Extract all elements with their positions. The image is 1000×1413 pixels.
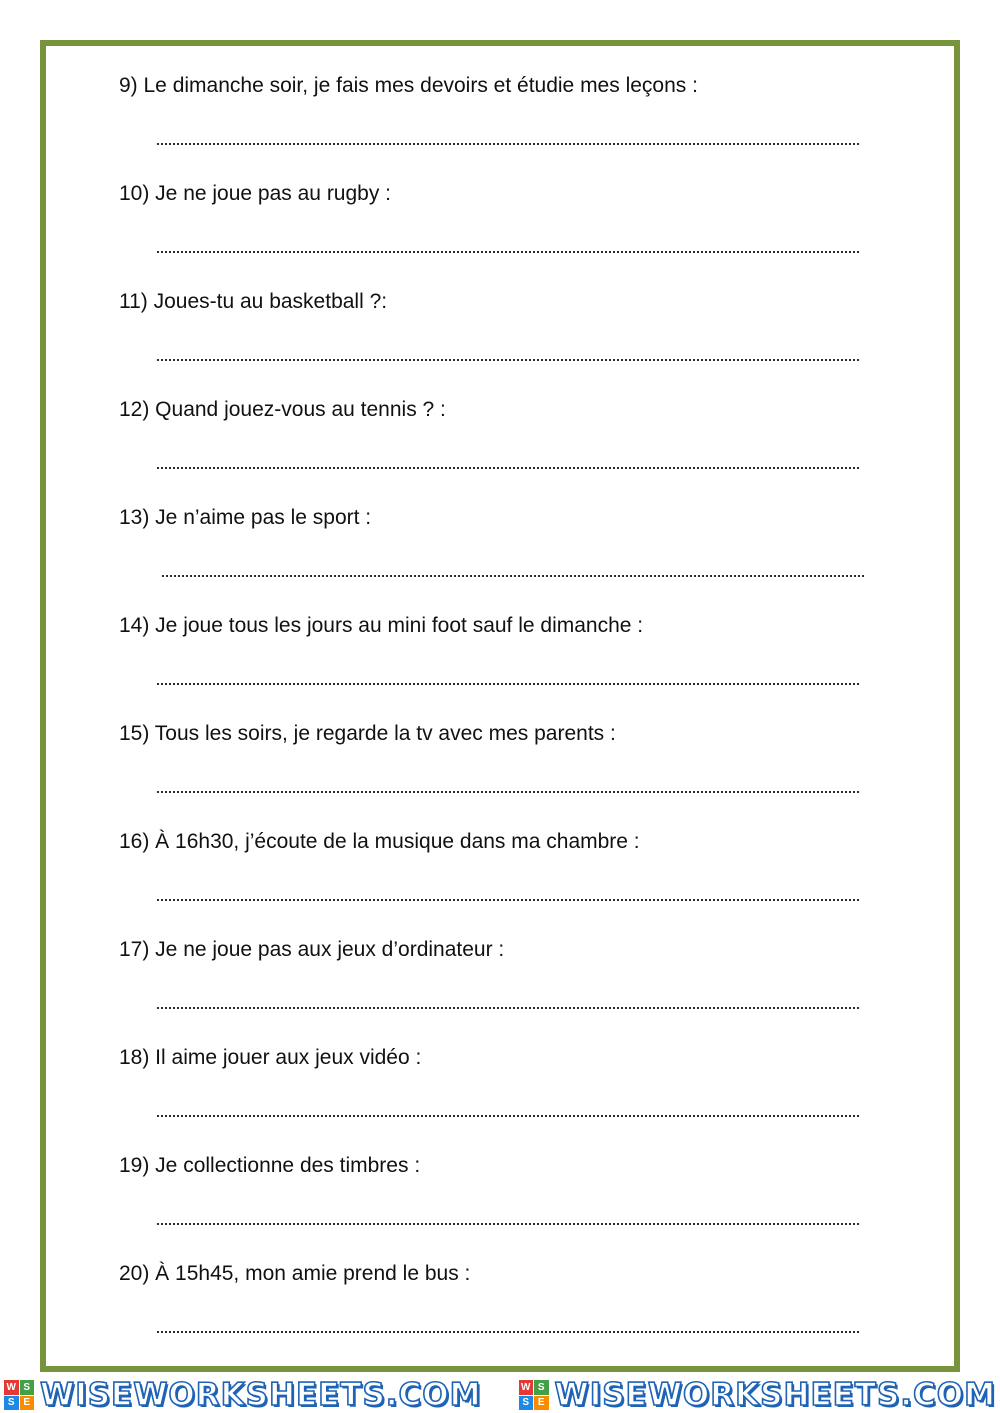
answer-line-19[interactable] (157, 1221, 859, 1225)
answer-line-10[interactable] (157, 249, 859, 253)
footer-branding (0, 1377, 1000, 1413)
answer-line-9[interactable] (157, 141, 859, 145)
question-11-text: 11) Joues-tu au basketball ?: (119, 290, 388, 313)
question-19-text: 19) Je collectionne des timbres : (119, 1154, 421, 1177)
answer-line-16[interactable] (157, 897, 859, 901)
answer-line-13[interactable] (162, 573, 864, 577)
question-14-text: 14) Je joue tous les jours au mini foot sauf le dimanche : (119, 614, 644, 637)
brand-logo-icon: W S S E (4, 1380, 34, 1410)
question-13-text: 13) Je n’aime pas le sport : (119, 506, 372, 529)
question-10-text: 10) Je ne joue pas au rugby : (119, 182, 392, 205)
question-12-text: 12) Quand jouez-vous au tennis ? : (119, 398, 446, 421)
answer-line-20[interactable] (157, 1329, 859, 1333)
answer-line-12[interactable] (157, 465, 859, 469)
question-18-text: 18) Il aime jouer aux jeux vidéo : (119, 1046, 422, 1069)
answer-line-14[interactable] (157, 681, 859, 685)
question-15-text: 15) Tous les soirs, je regarde la tv avec mes parents : (119, 722, 616, 745)
brand-text: WISEWORKSHEETS.COM (40, 1377, 482, 1413)
brand-watermark-right[interactable] (519, 1378, 997, 1412)
question-9-text: 9) Le dimanche soir, je fais mes devoirs et étudie mes leçons : (119, 74, 698, 97)
answer-line-15[interactable] (157, 789, 859, 793)
answer-line-11[interactable] (157, 357, 859, 361)
question-16-text: 16) À 16h30, j’écoute de la musique dans ma chambre : (119, 830, 640, 853)
brand-logo-icon: W S S E (519, 1380, 549, 1410)
answer-line-18[interactable] (157, 1113, 859, 1117)
brand-watermark-left[interactable] (4, 1378, 482, 1412)
brand-text: WISEWORKSHEETS.COM (554, 1377, 996, 1413)
answer-line-17[interactable] (157, 1005, 859, 1009)
question-17-text: 17) Je ne joue pas aux jeux d’ordinateur : (119, 938, 505, 961)
question-20-text: 20) À 15h45, mon amie prend le bus : (119, 1262, 471, 1285)
